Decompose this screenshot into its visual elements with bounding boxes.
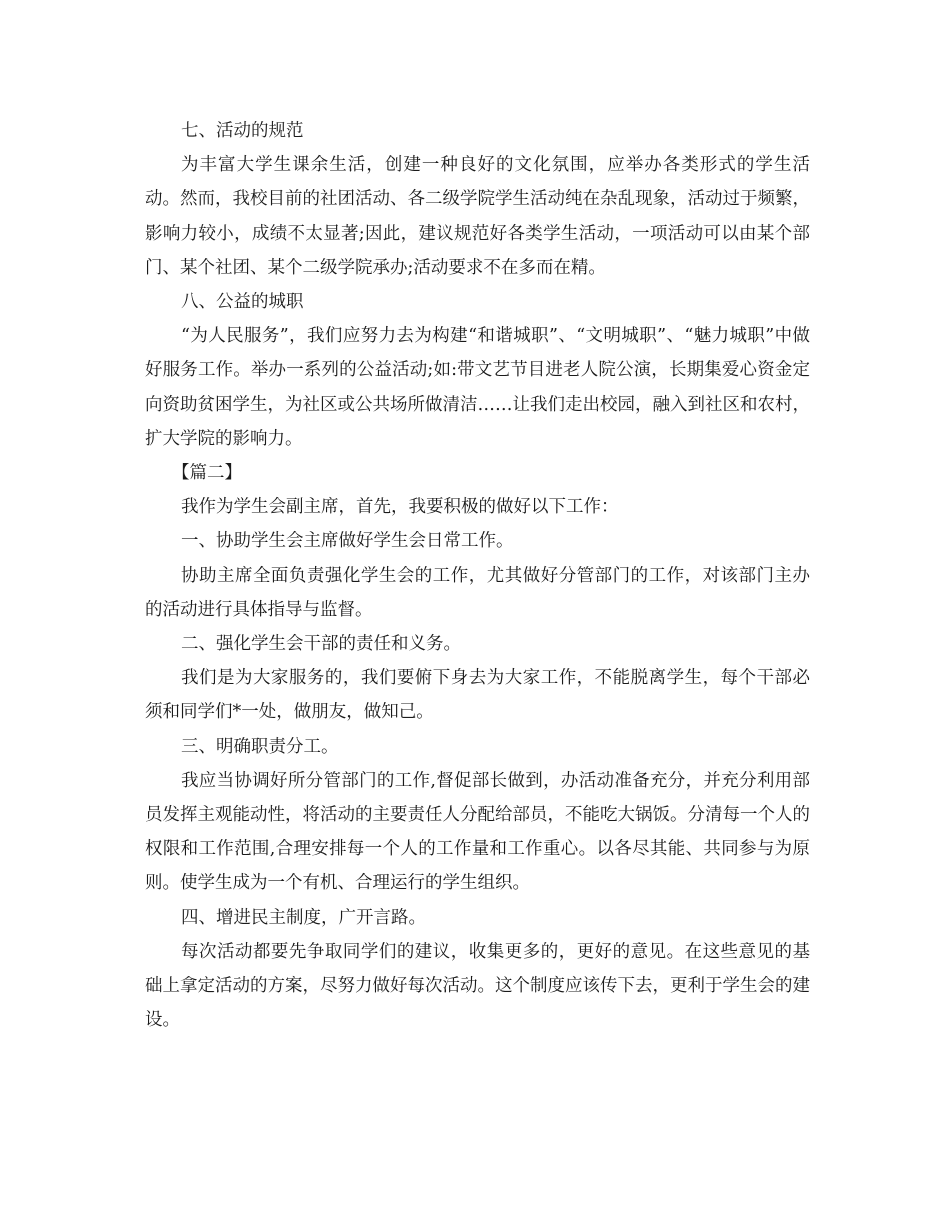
intro-line: 我作为学生会副主席，首先，我要积极的做好以下工作： bbox=[181, 497, 619, 518]
paragraph-democracy: 每次活动都要先争取同学们的建议，收集更多的，更好的意见。在这些意见的基础上拿定活动的方案，尽努力做好每次活动。这个制度应该传下去，更利于学生会的建设。 bbox=[145, 941, 810, 1031]
item-heading-division-of-labor: 三、明确职责分工。 bbox=[181, 736, 339, 757]
paragraph-activity-norms: 为丰富大学生课余生活，创建一种良好的文化氛围，应举办各类形式的学生活动。然而，我校目前的社团活动、各二级学院学生活动纯在杂乱现象，活动过于频繁，影响力较小，成绩不太显著;因此，建议规范好各类学生活动，一项活动可以由某个部门、某个社团、某个二级学院承办;活动要求不在多而在精。 bbox=[145, 155, 810, 278]
section-heading-public-welfare: 八、公益的城职 bbox=[181, 292, 304, 313]
item-heading-democracy: 四、增进民主制度，广开言路。 bbox=[181, 907, 426, 928]
paragraph-public-welfare: “为人民服务”，我们应努力去为构建“和谐城职”、“文明城职”、“魅力城职”中做好服务工作。举办一系列的公益活动;如:带文艺节目进老人院公演，长期集爱心资金定向资助贫困学生，为社区或公共场所做清洁……让我们走出校园，融入到社区和农村，扩大学院的影响力。 bbox=[145, 326, 810, 449]
item-heading-cadre-duties: 二、强化学生会干部的责任和义务。 bbox=[181, 634, 461, 655]
section-heading-activity-norms: 七、活动的规范 bbox=[181, 121, 304, 141]
part-two-marker: 【篇二】 bbox=[172, 463, 242, 484]
paragraph-division-of-labor: 我应当协调好所分管部门的工作,督促部长做到，办活动准备充分，并充分利用部员发挥主观能动性，将活动的主要责任人分配给部员，不能吃大锅饭。分清每一个人的权限和工作范围,合理安排每一个人的工作量和工作重心。以各尽其能、共同参与为原则。使学生成为一个有机、合理运行的学生组织。 bbox=[145, 770, 810, 894]
paragraph-assist-chairman: 协助主席全面负责强化学生会的工作，尤其做好分管部门的工作，对该部门主办的活动进行具体指导与监督。 bbox=[145, 565, 810, 620]
item-heading-assist-chairman: 一、协助学生会主席做好学生会日常工作。 bbox=[181, 531, 514, 552]
document-body bbox=[145, 114, 810, 1037]
paragraph-cadre-duties: 我们是为大家服务的，我们要俯下身去为大家工作，不能脱离学生，每个干部必须和同学们*一处，做朋友，做知己。 bbox=[145, 668, 810, 723]
